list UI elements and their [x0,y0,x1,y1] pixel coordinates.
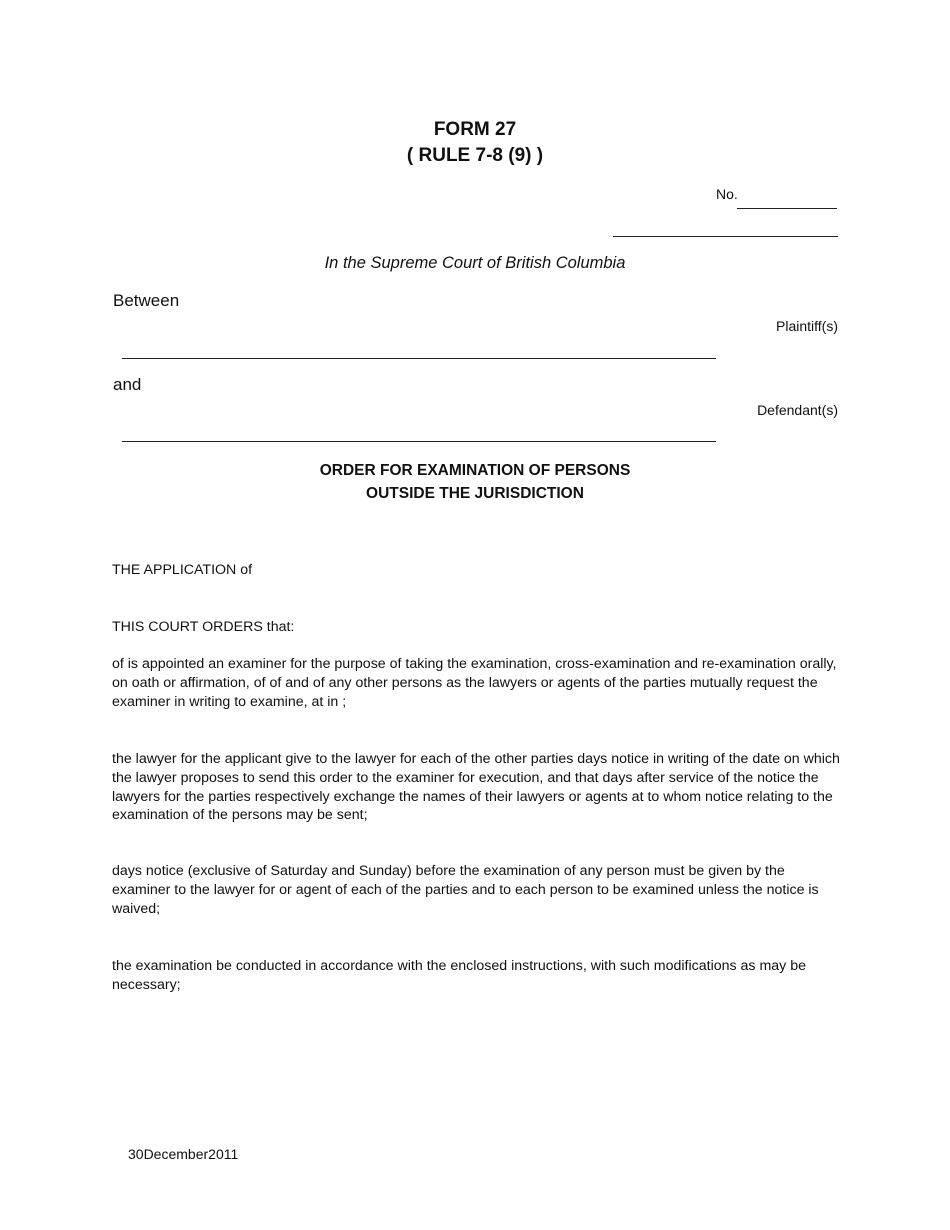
order-paragraph-examiner: of is appointed an examiner for the purpose of taking the examination, cross-examination and re-examination orally, on oath or affirmation, of of and of any other persons as the lawyers or agents of the parties mutually request the examiner in writing to examine, at in ; [112,656,837,710]
application-text: THE APPLICATION of [112,562,253,578]
defendant-field[interactable] [122,441,716,442]
order-paragraph-notice: the lawyer for the applicant give to the lawyer for each of the other parties days notice in writing of the date on which the lawyer proposes to send this order to the examiner for execution, and that days after service of the notice the lawyers for the parties respectively exchange the names of their lawyers or agents at to whom notice relating to the examination of the persons may be sent; [112,751,840,824]
between-label: Between [113,291,180,310]
footer-date: 30December2011 [128,1146,239,1162]
order-paragraph-days-notice: days notice (exclusive of Saturday and Sunday) before the examination of any person must be given by the examiner to the lawyer for or agent of each of the parties and to each person to be examined unless the notice is waived; [112,863,819,917]
form-rule: ( RULE 7-8 (9) ) [406,145,544,166]
form-header [0,117,950,169]
defendant-label: Defendant(s) [757,402,838,418]
order-title [0,459,950,505]
file-number-field[interactable] [737,208,837,209]
registry-field[interactable] [613,236,838,237]
plaintiff-field[interactable] [122,358,716,359]
and-label: and [113,375,142,394]
plaintiff-label: Plaintiff(s) [776,318,838,334]
form-number: FORM 27 [433,119,517,140]
orders-intro: THIS COURT ORDERS that: [112,619,295,635]
file-number-label: No. [716,186,738,202]
court-name: In the Supreme Court of British Columbia [324,254,626,272]
order-title-line-2: OUTSIDE THE JURISDICTION [366,485,584,502]
order-title-line-1: ORDER FOR EXAMINATION OF PERSONS [319,462,631,479]
order-paragraph-instructions: the examination be conducted in accordance with the enclosed instructions, with such modifications as may be necessary; [112,958,806,993]
